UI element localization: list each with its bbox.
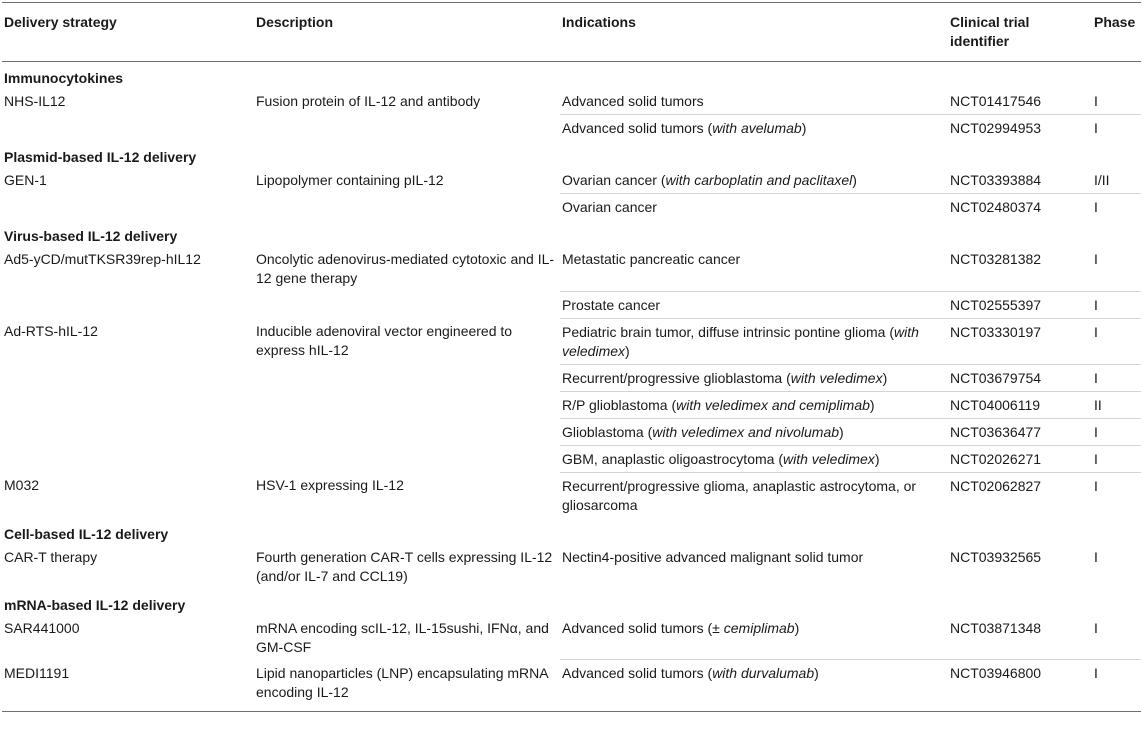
indication-cell [560,194,948,221]
phase-cell: I [1092,291,1141,318]
indication-text: Advanced solid tumors ( [562,120,713,136]
indication-cell [560,544,948,589]
trial-identifier-cell: NCT03871348 [950,619,1042,636]
phase-cell: I/II [1094,172,1110,188]
phase-cell: I [1094,619,1098,636]
clinical-trials-table [2,2,1141,712]
description-cell: HSV-1 expressing IL-12 [256,477,404,493]
trial-identifier-cell: NCT02994953 [948,115,1092,142]
description-cell [254,115,560,142]
trial-identifier-cell: NCT03281382 [950,251,1042,267]
indication-text: Nectin4-positive advanced malignant solid tumor [562,548,864,565]
header-row [2,3,1141,62]
indication-combination: with veledimex and nivolumab [652,423,840,440]
table-row [2,391,1141,418]
trial-identifier-cell: NCT02062827 [948,472,1092,518]
delivery-strategy-cell: Ad5-yCD/mutTKSR39rep-hIL12 [4,251,201,267]
phase-cell: I [1094,251,1098,267]
phase-cell: I [1092,194,1141,221]
section-row [2,518,1141,544]
table-row [2,364,1141,391]
indication-text: Glioblastoma ( [562,423,653,440]
description-cell [254,291,560,318]
indication-suffix: ) [801,120,807,136]
trial-identifier-cell: NCT03636477 [948,418,1092,445]
delivery-strategy-cell: Ad-RTS-hIL-12 [4,323,98,339]
indication-suffix: ) [874,450,880,467]
delivery-strategy-cell [2,364,254,391]
trial-identifier-cell: NCT03679754 [948,364,1092,391]
indication-suffix: ) [814,665,819,681]
indication-suffix: ) [882,369,888,386]
phase-cell: I [1092,115,1141,142]
table-row [2,167,1141,194]
indication-cell [560,391,948,418]
indication-text: Advanced solid tumors ( [562,665,713,681]
header-clinical-trial-identifier: Clinical trial identifier [948,3,1092,62]
indication-combination: with carboplatin and paclitaxel [665,172,853,188]
section-row [2,589,1141,615]
description-cell: Oncolytic adenovirus-mediated cytotoxic and IL-12 gene therapy [256,251,555,286]
section-title: mRNA-based IL-12 delivery [4,596,186,613]
table-header [2,3,1141,62]
header-indications: Indications [560,3,948,62]
table-row [2,318,1141,364]
table-row [2,445,1141,472]
indication-cell [560,318,948,364]
phase-cell: I [1092,472,1141,518]
indication-cell [560,445,948,472]
description-cell: Fourth generation CAR-T cells expressing IL-12 (and/or IL-7 and CCL19) [256,548,553,584]
indication-combination: with avelumab [712,120,802,136]
indication-suffix: ) [794,619,800,636]
delivery-strategy-cell: NHS-IL12 [4,93,66,109]
indication-cell [560,115,948,142]
indication-text: Metastatic pancreatic cancer [562,251,741,267]
indication-text: Recurrent/progressive glioblastoma ( [562,369,791,386]
section-row [2,62,1141,89]
table-row [2,291,1141,318]
section-title: Immunocytokines [4,70,124,86]
table-row [2,544,1141,589]
phase-cell: I [1094,548,1098,565]
section-title: Cell-based IL-12 delivery [4,525,169,542]
description-cell [254,194,560,221]
trial-identifier-cell: NCT04006119 [948,391,1092,418]
section-row [2,220,1141,246]
delivery-strategy-cell: CAR-T therapy [4,548,98,565]
description-cell: Inducible adenoviral vector engineered to express hIL-12 [256,323,513,358]
trial-identifier-cell: NCT02026271 [948,445,1092,472]
delivery-strategy-cell: GEN-1 [4,172,47,188]
table-row [2,246,1141,291]
delivery-strategy-cell: M032 [4,477,40,493]
table-row [2,194,1141,221]
description-cell [254,391,560,418]
indication-cell [560,472,948,518]
delivery-strategy-cell [2,194,254,221]
indication-suffix: ) [869,396,875,413]
table-body [2,62,1141,712]
indication-text: Ovarian cancer [562,199,657,215]
indication-combination: with veledimex and cemiplimab [676,396,870,413]
table-row [2,115,1141,142]
indication-text: Recurrent/progressive glioma, anaplastic astrocytoma, or gliosarcoma [562,477,917,513]
indication-combination: with veledimex [790,369,883,386]
description-cell [254,418,560,445]
trial-identifier-cell: NCT03946800 [948,660,1092,712]
trial-identifier-cell: NCT02555397 [948,291,1092,318]
delivery-strategy-cell [2,445,254,472]
phase-cell: II [1092,391,1141,418]
indication-text: Advanced solid tumors (± [562,619,724,636]
indication-combination: with veledimex [562,323,919,359]
indication-cell [560,660,948,712]
section-title: Virus-based IL-12 delivery [4,228,178,244]
table-row [2,615,1141,660]
indication-cell [560,291,948,318]
phase-cell: I [1092,660,1141,712]
indication-text: GBM, anaplastic oligoastrocytoma ( [562,450,783,467]
delivery-strategy-cell [2,391,254,418]
indication-combination: with durvalumab [712,665,815,681]
indication-combination: cemiplimab [723,619,795,636]
phase-cell: I [1092,418,1141,445]
delivery-strategy-cell: SAR441000 [4,619,80,636]
delivery-strategy-cell [2,291,254,318]
phase-cell: I [1094,93,1098,109]
indication-suffix: ) [852,172,857,188]
indication-text: Advanced solid tumors [562,93,704,109]
delivery-strategy-cell: MEDI1191 [2,660,254,712]
header-description: Description [254,3,560,62]
indication-cell [560,88,948,115]
indication-text: Prostate cancer [562,296,661,313]
section-title: Plasmid-based IL-12 delivery [4,149,197,165]
indication-cell [560,418,948,445]
header-delivery-strategy: Delivery strategy [2,3,254,62]
table-row [2,472,1141,518]
table-row [2,660,1141,712]
indication-text: Ovarian cancer ( [562,172,666,188]
trial-identifier-cell: NCT01417546 [950,93,1042,109]
indication-cell [560,364,948,391]
trial-identifier-cell: NCT03330197 [948,318,1092,364]
section-row [2,141,1141,167]
indication-text: R/P glioblastoma ( [562,396,677,413]
indication-suffix: ) [839,423,844,440]
description-cell: mRNA encoding scIL-12, IL-15sushi, IFNα, and GM-CSF [256,619,549,655]
phase-cell: I [1092,318,1141,364]
phase-cell: I [1092,364,1141,391]
trial-identifier-cell: NCT03393884 [950,172,1042,188]
indication-combination: with veledimex [782,450,875,467]
indication-cell [560,246,948,291]
indication-text: Pediatric brain tumor, diffuse intrinsic pontine glioma ( [562,323,895,340]
description-cell: Lipid nanoparticles (LNP) encapsulating mRNA encoding IL-12 [254,660,560,712]
description-cell [254,445,560,472]
trial-identifier-cell: NCT03932565 [950,548,1042,565]
trial-identifier-cell: NCT02480374 [948,194,1092,221]
header-phase: Phase [1092,3,1141,62]
indication-cell [560,167,948,194]
description-cell: Fusion protein of IL-12 and antibody [256,93,481,109]
description-cell: Lipopolymer containing pIL-12 [256,172,444,188]
description-cell [254,364,560,391]
indication-cell [560,615,948,660]
delivery-strategy-cell [2,418,254,445]
table-row [2,88,1141,115]
delivery-strategy-cell [2,115,254,142]
table [2,3,1141,712]
phase-cell: I [1092,445,1141,472]
table-row [2,418,1141,445]
indication-suffix: ) [625,342,630,359]
